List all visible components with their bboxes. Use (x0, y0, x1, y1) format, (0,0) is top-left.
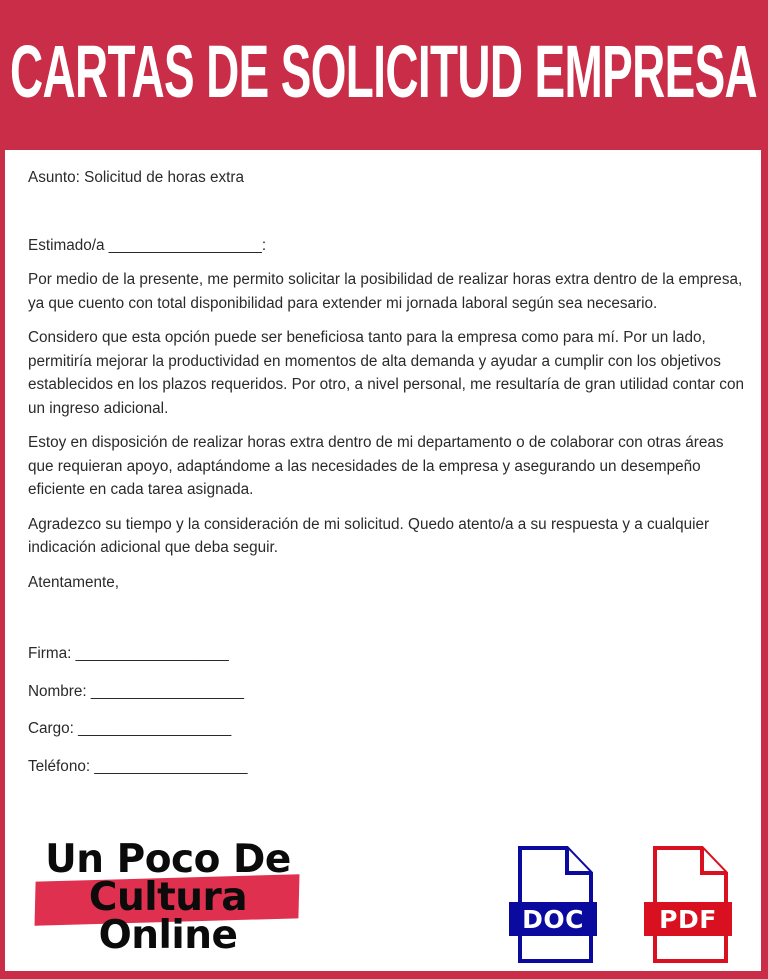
letter-body (28, 166, 748, 792)
letter-paragraph: Considero que esta opción puede ser beneficiosa tanto para la empresa como para mí. Por un lado, permitiría mejorar la productividad en momentos de alta demanda y ayudar a cumplir con los objetivos establecidos en los plazos requeridos. Por otro, a nivel personal, me resultaría de gran utilidad contar con un ingreso adicional. (28, 329, 744, 417)
letter-paragraph: Por medio de la presente, me permito solicitar la posibilidad de realizar horas extra dentro de la empresa, ya que cuento con total disponibilidad para extender mi jornada laboral según sea necesario. (28, 271, 743, 312)
logo-text-line-1: Un Poco De (45, 837, 291, 882)
name-field: Nombre: __________________ (28, 682, 245, 700)
letter-closing: Atentamente, (28, 573, 119, 591)
letter-sheet (5, 150, 761, 971)
position-field: Cargo: __________________ (28, 720, 232, 737)
site-logo[interactable] (33, 837, 303, 962)
letter-paragraph: Agradezco su tiempo y la consideración de mi solicitud. Quedo atento/a a su respuesta y a cualquier indicación adicional que deba seguir. (28, 515, 710, 556)
phone-field: Teléfono: __________________ (28, 757, 248, 775)
doc-label: DOC (522, 904, 584, 934)
letter-subject: Asunto: Solicitud de horas extra (28, 169, 244, 186)
letter-greeting: Estimado/a __________________: (28, 236, 267, 254)
pdf-label: PDF (659, 904, 717, 934)
download-doc-button[interactable] (505, 845, 601, 965)
signature-field: Firma: __________________ (28, 645, 229, 662)
download-pdf-button[interactable] (640, 845, 736, 965)
logo-text-line-2: Cultura (88, 875, 248, 920)
page-header (0, 0, 768, 148)
letter-paragraph: Estoy en disposición de realizar horas extra dentro de mi departamento o de colaborar con otras áreas que requieran apoyo, adaptándome a las necesidades de la empresa y asegurando un desempeño eficiente en cada tarea asignada. (28, 434, 724, 498)
logo-text-line-3: Online (98, 913, 238, 958)
page-title: CARTAS DE SOLICITUD EMPRESA (10, 29, 758, 113)
